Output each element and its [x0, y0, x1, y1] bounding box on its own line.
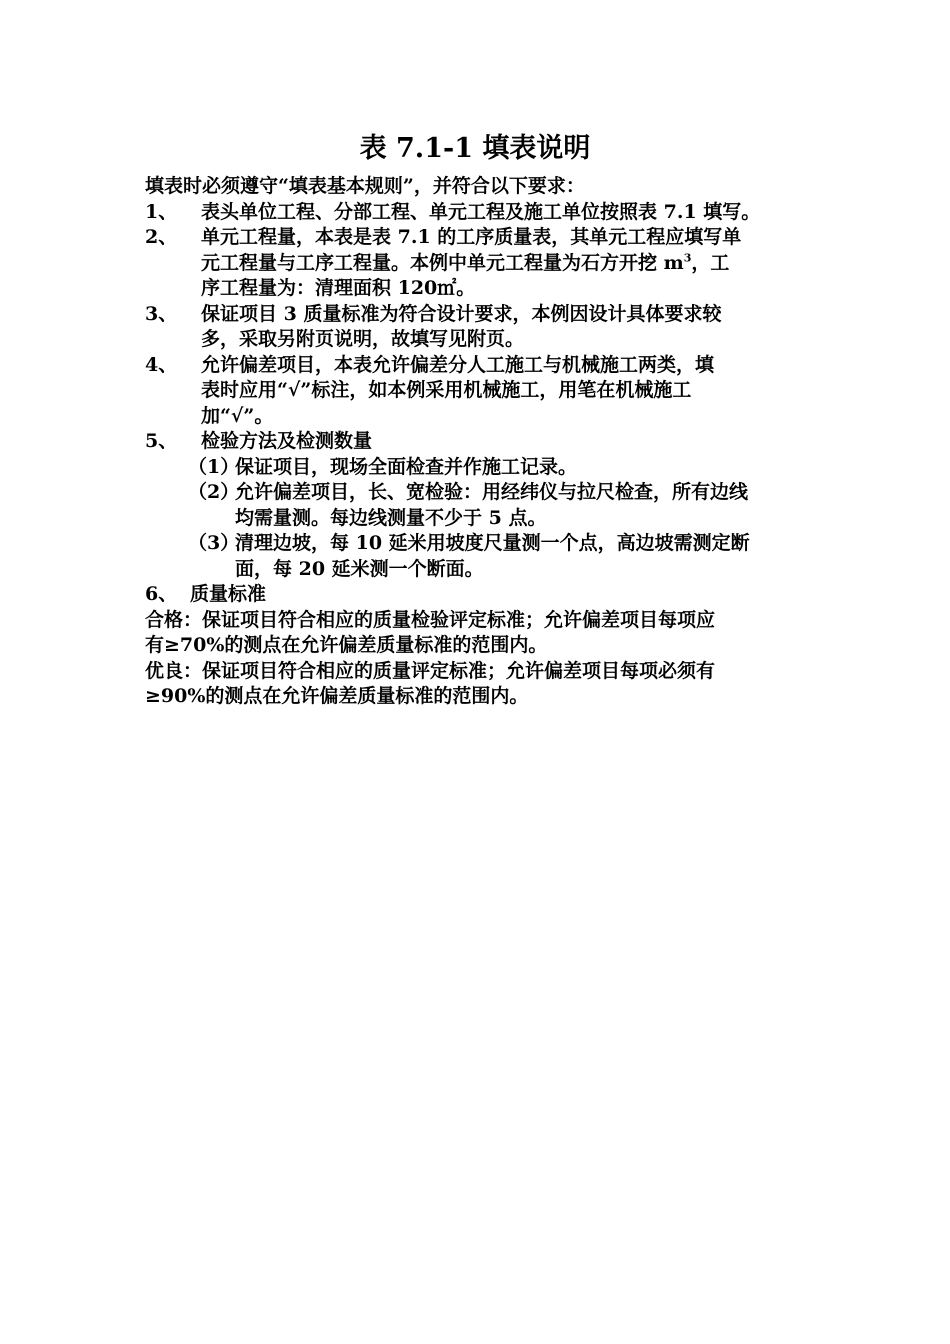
list-item-2-continuation [145, 251, 825, 277]
excellent-criteria: 优良：保证项目符合相应的质量评定标准；允许偏差项目每项必须有 [145, 659, 716, 682]
sub-item-text: 允许偏差项目，长、宽检验：用经纬仪与拉尺检查，所有边线 [235, 481, 749, 503]
item-text: 单元工程量，本表是表 7.1 的工序质量表，其单元工程应填写单 [201, 226, 742, 248]
sub-item-number: （3） [188, 532, 240, 554]
sub-item-text: 清理边坡，每 10 延米用坡度尺量测一个点，高边坡需测定断 [235, 532, 750, 554]
item-text: 质量标准 [190, 583, 267, 605]
excellent-criteria-continuation: ≥90%的测点在允许偏差质量标准的范围内。 [145, 685, 529, 707]
item-text: 保证项目 3 质量标准为符合设计要求，本例因设计具体要求较 [201, 302, 722, 325]
item-number: 4、 [145, 353, 178, 376]
list-item-3 [145, 302, 825, 328]
sub-item-3-continuation: 面，每 20 延米测一个断面。 [235, 557, 484, 580]
item-number: 6、 [145, 583, 178, 605]
list-item-4 [145, 353, 825, 379]
list-item-3-continuation: 多，采取另附页说明，故填写见附页。 [201, 328, 525, 350]
sub-item-number: （1） [188, 455, 240, 478]
pass-criteria: 合格：保证项目符合相应的质量检验评定标准；允许偏差项目每项应 [145, 608, 716, 631]
item-text: 检验方法及检测数量 [201, 430, 373, 452]
sub-item-text: 保证项目，现场全面检查并作施工记录。 [235, 455, 578, 478]
item-number: 5、 [145, 430, 178, 452]
document-title: 表 7.1-1 填表说明 [359, 133, 591, 164]
item-number: 2、 [145, 226, 178, 248]
item-text: 表头单位工程、分部工程、单元工程及施工单位按照表 7.1 填写。 [201, 200, 761, 223]
intro-text: 填表时必须遵守“填表基本规则”，并符合以下要求： [145, 175, 585, 197]
sub-item-2 [145, 480, 825, 506]
item-text: ，工 [691, 251, 730, 274]
item-number: 1、 [145, 200, 178, 223]
list-item-4-continuation: 加“√”。 [201, 404, 274, 427]
list-item-6 [145, 582, 825, 608]
superscript: 3 [683, 251, 692, 265]
item-number: 3、 [145, 302, 178, 325]
list-item-5 [145, 429, 825, 455]
sub-item-2-continuation: 均需量测。每边线测量不少于 5 点。 [235, 506, 547, 529]
item-text: 元工程量与工序工程量。本例中单元工程量为石方开挖 m [201, 251, 684, 274]
item-text: 允许偏差项目，本表允许偏差分人工施工与机械施工两类，填 [201, 353, 715, 376]
sub-item-number: （2） [188, 481, 240, 503]
list-item-1 [145, 200, 825, 226]
document-body [145, 174, 825, 710]
sub-item-1 [145, 455, 825, 481]
sub-item-3 [145, 531, 825, 557]
list-item-4-continuation: 表时应用“√”标注，如本例采用机械施工，用笔在机械施工 [201, 379, 692, 401]
list-item-2-continuation: 序工程量为：清理面积 120㎡。 [201, 277, 476, 299]
list-item-2 [145, 225, 825, 251]
pass-criteria-continuation: 有≥70%的测点在允许偏差质量标准的范围内。 [145, 634, 548, 656]
